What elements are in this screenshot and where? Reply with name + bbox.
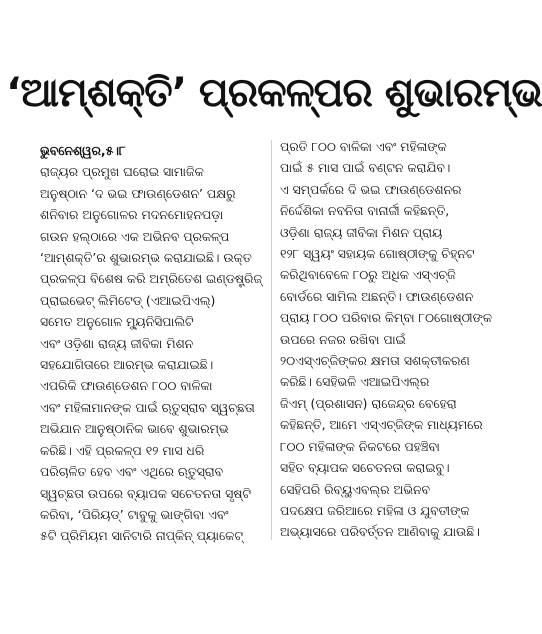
text-line: ଶନିବାର ଅନୁଗୋଳର ମଦନମୋହନପଡ଼ା [40, 207, 224, 223]
text-line: କରିବା, ‘ପିରିୟଡ୍’ ଟାବୁକୁ ଭାଙ୍ଗିବା ଏବଂ [40, 506, 229, 522]
text-line: କହିଛନ୍ତି, ଆମେ ଏସ୍‌ଏଚ୍‌ଜିଙ୍କ ମାଧ୍ୟମରେ [280, 417, 483, 433]
text-line: ୮୦୦ ମହିଳାଙ୍କ ନିକଟରେ ପହଞ୍ଚିବା [280, 438, 440, 454]
text-line: ପଦକ୍ଷେପ ଜରିଆରେ ମହିଳା ଓ ଯୁବତୀଙ୍କ [280, 502, 470, 518]
text-line: ସହିତ ବ୍ୟାପକ ସଚେତନତା କରାଇବୁ। [280, 460, 450, 476]
text-line: କରିଥିବାବେଳେ ୮୦ରୁ ଅଧିକ ଏସ୍‌ଏଚ୍‌ଜି [280, 267, 456, 283]
text-line: ‘ଆମ୍ଶକ୍ତି’ର ଶୁଭାରମ୍ଭ କରାଯାଇଛି। ଉକ୍ତ [40, 250, 252, 266]
text-line: ଏବଂ ମହିଳାମାନଙ୍କ ପାଇଁ ଋତୁସ୍ରାବ ସ୍ୱଚ୍ଛତା [40, 399, 255, 415]
column-divider [271, 140, 272, 540]
text-line: ପ୍ରକଳ୍ପ ବିଶେଷ କରି ଅମ୍ରିତେଶ ଇଣ୍ଡଷ୍ଟ୍ରିଜ୍ [40, 271, 263, 287]
text-line: ୫ଟି ପ୍ରିମିୟମ ସାନିଟାରି ନାପ୍‌କିନ୍ ପ୍ୟାକେଟ୍ [40, 528, 243, 544]
text-line: କରିଛି। ସେହିଭଳି ଏଆଇପିଏଲ୍‌ର [280, 374, 430, 390]
text-line: ସମେତ ଅନୁଗୋଳ ମ୍ୟୁନିସିପାଲିଟି [40, 314, 194, 330]
text-line: ୧୨୮ ସ୍ୱୟଂ ସହାୟକ ଗୋଷ୍ଠୀଙ୍କୁ ଚିହ୍ନଟ [280, 246, 475, 262]
text-line: ପାଇଁ ୫ ମାସ ପାଇଁ ବଣ୍ଟନ କରାଯିବ। [280, 160, 451, 176]
text-line: ପ୍ରତି ୮୦୦ ବାଳିକା ଏବଂ ମହିଳାଙ୍କ [280, 139, 447, 154]
text-line: ନିର୍ଦ୍ଦେଶିକା ନବନିତା ବାନାର୍ଜୀ କହିଛନ୍ତି, [280, 203, 450, 219]
text-line: ପରିଚାଳିତ ହେବ ଏବଂ ଏଥିରେ ଋତୁସ୍ରାବ [40, 464, 224, 480]
text-line: ଅଭ୍ୟାସରେ ପରିବର୍ତ୍ତନ ଆଣିବାକୁ ଯାଉଛି। [280, 524, 480, 540]
text-line: କରିଛି। ଏହି ପ୍ରକଳ୍ପ ୧୨ ମାସ ଧରି [40, 442, 205, 458]
text-line: ବୋର୍ଡରେ ସାମିଲ ଅଛନ୍ତି। ଫାଉଣ୍ଡେଶନ [280, 288, 474, 304]
text-line: ଜିଏମ୍ (ପ୍ରଶାସନ) ରାଜେନ୍ଦ୍ର ବେହେରା [280, 395, 457, 411]
text-line: ଏବଂ ଓଡ଼ିଶା ରାଜ୍ୟ ଜୀବିକା ମିଶନ [40, 335, 194, 351]
text-line: ଓଡ଼ିଶା ରାଜ୍ୟ ଜୀବିକା ମିଶନ ପ୍ରାୟ [280, 224, 443, 240]
text-line: ସହଯୋଗିତାରେ ଆରମ୍ଭ କରାଯାଇଛି। [40, 357, 214, 373]
text-line: ଅନୁଷ୍ଠାନ ‘ଦ ଭଇ ଫାଉଣ୍ଡେଶନ’ ପକ୍ଷରୁ [40, 185, 236, 201]
left-column [40, 140, 262, 550]
text-line: ସେହିପରି ରିବ୍‌ୟୁଏବଲ୍‌ର ଅଭିନବ [280, 481, 430, 497]
text-line: ଉପରେ ନଜର ରଖିବା ପାଇଁ [280, 331, 406, 347]
text-line: ପ୍ରାୟ ୮୦୦ ପରିବାର କିମ୍ବା ୮୦ଗୋଷ୍ଠୀଙ୍କ [280, 310, 493, 326]
text-line: ୨୦ଏସ୍‌ଏଚ୍‌ଜିଙ୍କର କ୍ଷମତା ସଶକ୍ତୀକରଣ [280, 353, 470, 369]
newspaper-clipping [6, 52, 542, 552]
text-line: ଏ ସମ୍ପର୍କରେ ଦି ଭଇ ଫାଉଣ୍ଡେଶନର [280, 181, 462, 197]
headline: ‘ଆମ୍ଶକ୍ତି’ ପ୍ରକଳ୍ପର ଶୁଭାରମ୍ଭ [6, 70, 542, 116]
text-line: ପ୍ରାଇଭେଟ୍ ଲିମିଟେଡ୍ (ଏଆଇପିଏଲ୍) [40, 292, 216, 308]
text-line: ରାଜ୍ୟର ପ୍ରମୁଖ ଘରୋଇ ସାମାଜିକ [40, 164, 204, 180]
text-line: ଅଭିଯାନ ଆନୁଷ୍ଠାନିକ ଭାବେ ଶୁଭାରମ୍ଭ [40, 421, 229, 437]
text-line: ଗଉନ ହଲ୍‌ଠାରେ ଏକ ଅଭିନବ ପ୍ରକଳ୍ପ [40, 228, 230, 244]
dateline: ଭୁବନେଶ୍ୱର,୫।୮ [40, 143, 126, 158]
right-column [280, 136, 502, 546]
text-line: ସ୍ୱଚ୍ଛତା ଉପରେ ବ୍ୟାପକ ସଚେତନତା ସୃଷ୍ଟି [40, 485, 251, 501]
text-line: ଏପରିକି ଫାଉଣ୍ଡେଶନ ୮୦୦ ବାଳିକା [40, 378, 213, 394]
